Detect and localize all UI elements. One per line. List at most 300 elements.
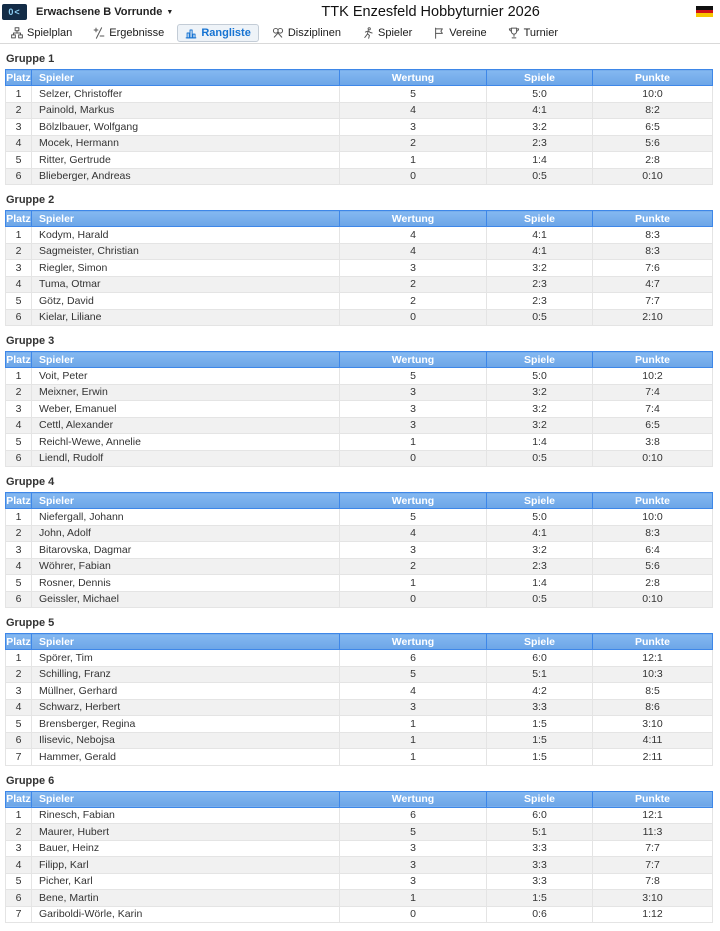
spieler-cell: Bene, Martin — [32, 890, 340, 907]
punkte-cell: 1:12 — [593, 906, 713, 923]
punkte-cell: 2:10 — [593, 309, 713, 326]
spiele-cell: 1:5 — [487, 716, 593, 733]
spiele-cell: 4:2 — [487, 683, 593, 700]
plus-minus-icon — [93, 27, 105, 39]
column-header-platz: Platz — [6, 494, 31, 507]
rackets-icon — [272, 27, 284, 39]
spieler-cell: Kodym, Harald — [32, 227, 340, 244]
column-header-platz: Platz — [6, 353, 31, 366]
spieler-cell: Selzer, Christoffer — [32, 86, 340, 103]
app-logo[interactable] — [2, 4, 27, 20]
platz-cell: 3 — [6, 401, 32, 418]
punkte-cell: 7:4 — [593, 401, 713, 418]
table-row — [6, 666, 713, 683]
punkte-cell: 12:1 — [593, 650, 713, 667]
wertung-cell: 1 — [340, 575, 487, 592]
table-row — [6, 591, 713, 608]
punkte-cell: 7:4 — [593, 384, 713, 401]
column-header-platz: Platz — [6, 635, 31, 648]
platz-cell: 4 — [6, 276, 32, 293]
tab-label: Rangliste — [201, 26, 251, 39]
punkte-cell: 2:8 — [593, 152, 713, 169]
runner-icon — [362, 27, 374, 39]
platz-cell: 5 — [6, 716, 32, 733]
sitemap-icon — [11, 27, 23, 39]
platz-cell: 4 — [6, 699, 32, 716]
flag-icon — [433, 27, 445, 39]
table-row — [6, 276, 713, 293]
group-section-6 — [5, 775, 713, 924]
tab-rangliste[interactable] — [177, 24, 259, 42]
page-title: TTK Enzesfeld Hobbyturnier 2026 — [321, 3, 540, 20]
platz-cell: 3 — [6, 683, 32, 700]
table-row — [6, 716, 713, 733]
punkte-cell: 0:10 — [593, 168, 713, 185]
spiele-cell: 5:0 — [487, 368, 593, 385]
spiele-cell: 1:5 — [487, 749, 593, 766]
spiele-cell: 0:6 — [487, 906, 593, 923]
table-row — [6, 699, 713, 716]
groups — [0, 53, 720, 931]
punkte-cell: 10:0 — [593, 509, 713, 526]
column-header-punkte: Punkte — [593, 211, 713, 227]
wertung-cell: 3 — [340, 260, 487, 277]
spieler-cell: Tuma, Otmar — [32, 276, 340, 293]
language-flag-german[interactable] — [696, 6, 713, 17]
spieler-cell: Götz, David — [32, 293, 340, 310]
spiele-cell: 1:5 — [487, 732, 593, 749]
platz-cell: 3 — [6, 119, 32, 136]
wertung-cell: 3 — [340, 401, 487, 418]
table-row — [6, 152, 713, 169]
spiele-cell: 3:3 — [487, 873, 593, 890]
platz-cell: 7 — [6, 749, 32, 766]
punkte-cell: 4:11 — [593, 732, 713, 749]
wertung-cell: 0 — [340, 591, 487, 608]
spieler-cell: Müllner, Gerhard — [32, 683, 340, 700]
column-header-wertung: Wertung — [340, 211, 487, 227]
table-row — [6, 683, 713, 700]
spieler-cell: Rosner, Dennis — [32, 575, 340, 592]
group-title: Gruppe 1 — [6, 53, 55, 65]
column-header-spieler: Spieler — [32, 70, 340, 86]
top-bar — [0, 0, 720, 22]
punkte-cell: 6:4 — [593, 542, 713, 559]
punkte-cell: 8:3 — [593, 243, 713, 260]
spieler-cell: Spörer, Tim — [32, 650, 340, 667]
spiele-cell: 3:2 — [487, 542, 593, 559]
spieler-cell: Weber, Emanuel — [32, 401, 340, 418]
table-row — [6, 807, 713, 824]
table-row — [6, 260, 713, 277]
wertung-cell: 2 — [340, 135, 487, 152]
platz-cell: 1 — [6, 509, 32, 526]
punkte-cell: 0:10 — [593, 591, 713, 608]
spieler-cell: John, Adolf — [32, 525, 340, 542]
spieler-cell: Ritter, Gertrude — [32, 152, 340, 169]
platz-cell: 2 — [6, 102, 32, 119]
table-row — [6, 450, 713, 467]
platz-cell: 2 — [6, 824, 32, 841]
wertung-cell: 4 — [340, 227, 487, 244]
punkte-cell: 11:3 — [593, 824, 713, 841]
wertung-cell: 1 — [340, 749, 487, 766]
wertung-cell: 3 — [340, 119, 487, 136]
group-title: Gruppe 5 — [6, 617, 55, 629]
punkte-cell: 8:5 — [593, 683, 713, 700]
table-row — [6, 525, 713, 542]
table-row — [6, 873, 713, 890]
platz-cell: 3 — [6, 260, 32, 277]
punkte-cell: 10:0 — [593, 86, 713, 103]
punkte-cell: 6:5 — [593, 417, 713, 434]
wertung-cell: 5 — [340, 509, 487, 526]
ranking-table — [5, 69, 713, 185]
column-header-spieler: Spieler — [32, 211, 340, 227]
wertung-cell: 3 — [340, 857, 487, 874]
tab-disziplinen[interactable] — [264, 24, 349, 42]
spieler-cell: Schilling, Franz — [32, 666, 340, 683]
punkte-cell: 10:2 — [593, 368, 713, 385]
table-row — [6, 749, 713, 766]
ranking-table — [5, 791, 713, 924]
punkte-cell: 7:7 — [593, 293, 713, 310]
punkte-cell: 3:10 — [593, 890, 713, 907]
column-header-spiele: Spiele — [487, 211, 593, 227]
bar-chart-icon — [185, 27, 197, 39]
table-row — [6, 824, 713, 841]
wertung-cell: 4 — [340, 525, 487, 542]
spiele-cell: 2:3 — [487, 558, 593, 575]
wertung-cell: 1 — [340, 434, 487, 451]
group-title: Gruppe 2 — [6, 194, 55, 206]
column-header-punkte: Punkte — [593, 791, 713, 807]
column-header-wertung: Wertung — [340, 493, 487, 509]
group-section-1 — [5, 53, 713, 185]
column-header-wertung: Wertung — [340, 791, 487, 807]
tab-spielplan[interactable] — [3, 24, 80, 42]
table-row — [6, 857, 713, 874]
wertung-cell: 0 — [340, 168, 487, 185]
punkte-cell: 7:7 — [593, 840, 713, 857]
app-logo-text: 0< — [8, 6, 21, 17]
table-row — [6, 86, 713, 103]
platz-cell: 6 — [6, 890, 32, 907]
spiele-cell: 3:2 — [487, 119, 593, 136]
table-row — [6, 650, 713, 667]
spiele-cell: 0:5 — [487, 591, 593, 608]
tab-label: Turnier — [523, 26, 559, 39]
punkte-cell: 4:7 — [593, 276, 713, 293]
table-header-row — [6, 211, 713, 227]
wertung-cell: 6 — [340, 807, 487, 824]
platz-cell: 6 — [6, 168, 32, 185]
platz-cell: 3 — [6, 840, 32, 857]
spiele-cell: 5:1 — [487, 666, 593, 683]
platz-cell: 4 — [6, 857, 32, 874]
group-section-2 — [5, 194, 713, 326]
column-header-punkte: Punkte — [593, 493, 713, 509]
table-row — [6, 102, 713, 119]
punkte-cell: 7:8 — [593, 873, 713, 890]
table-header-row — [6, 634, 713, 650]
wertung-cell: 2 — [340, 276, 487, 293]
wertung-cell: 4 — [340, 102, 487, 119]
spiele-cell: 1:4 — [487, 575, 593, 592]
table-header-row — [6, 70, 713, 86]
column-header-platz: Platz — [6, 71, 31, 84]
table-header-row — [6, 791, 713, 807]
table-row — [6, 309, 713, 326]
spieler-cell: Maurer, Hubert — [32, 824, 340, 841]
spieler-cell: Schwarz, Herbert — [32, 699, 340, 716]
table-row — [6, 135, 713, 152]
ranking-table — [5, 633, 713, 766]
spieler-cell: Wöhrer, Fabian — [32, 558, 340, 575]
punkte-cell: 12:1 — [593, 807, 713, 824]
wertung-cell: 2 — [340, 558, 487, 575]
spiele-cell: 4:1 — [487, 525, 593, 542]
platz-cell: 1 — [6, 650, 32, 667]
spieler-cell: Bauer, Heinz — [32, 840, 340, 857]
platz-cell: 6 — [6, 309, 32, 326]
platz-cell: 4 — [6, 417, 32, 434]
group-title: Gruppe 4 — [6, 476, 55, 488]
column-header-spieler: Spieler — [32, 493, 340, 509]
spiele-cell: 3:3 — [487, 699, 593, 716]
table-row — [6, 732, 713, 749]
table-row — [6, 509, 713, 526]
wertung-cell: 3 — [340, 840, 487, 857]
column-header-platz: Platz — [6, 793, 31, 805]
table-row — [6, 417, 713, 434]
spieler-cell: Kielar, Liliane — [32, 309, 340, 326]
column-header-spiele: Spiele — [487, 634, 593, 650]
column-header-spiele: Spiele — [487, 352, 593, 368]
spieler-cell: Bitarovska, Dagmar — [32, 542, 340, 559]
table-row — [6, 293, 713, 310]
tab-vereine[interactable] — [425, 24, 494, 42]
punkte-cell: 5:6 — [593, 558, 713, 575]
event-selector-label: Erwachsene B Vorrunde — [36, 5, 163, 18]
wertung-cell: 1 — [340, 152, 487, 169]
wertung-cell: 4 — [340, 683, 487, 700]
spiele-cell: 4:1 — [487, 227, 593, 244]
spiele-cell: 1:4 — [487, 152, 593, 169]
platz-cell: 6 — [6, 450, 32, 467]
spiele-cell: 0:5 — [487, 168, 593, 185]
table-row — [6, 384, 713, 401]
spieler-cell: Sagmeister, Christian — [32, 243, 340, 260]
table-row — [6, 840, 713, 857]
table-row — [6, 243, 713, 260]
wertung-cell: 0 — [340, 450, 487, 467]
table-row — [6, 119, 713, 136]
punkte-cell: 0:10 — [593, 450, 713, 467]
wertung-cell: 3 — [340, 417, 487, 434]
tab-spieler[interactable] — [354, 24, 420, 42]
spieler-cell: Reichl-Wewe, Annelie — [32, 434, 340, 451]
wertung-cell: 6 — [340, 650, 487, 667]
chevron-down-icon: ▼ — [166, 9, 174, 16]
punkte-cell: 6:5 — [593, 119, 713, 136]
tab-turnier[interactable] — [500, 24, 566, 42]
group-title: Gruppe 6 — [6, 774, 55, 787]
punkte-cell: 10:3 — [593, 666, 713, 683]
spiele-cell: 3:3 — [487, 840, 593, 857]
table-row — [6, 890, 713, 907]
spieler-cell: Geissler, Michael — [32, 591, 340, 608]
spiele-cell: 3:2 — [487, 401, 593, 418]
punkte-cell: 7:6 — [593, 260, 713, 277]
column-header-punkte: Punkte — [593, 634, 713, 650]
group-title: Gruppe 3 — [6, 335, 55, 347]
spieler-cell: Blieberger, Andreas — [32, 168, 340, 185]
column-header-spiele: Spiele — [487, 493, 593, 509]
wertung-cell: 3 — [340, 873, 487, 890]
wertung-cell: 3 — [340, 384, 487, 401]
column-header-punkte: Punkte — [593, 352, 713, 368]
tab-label: Ergebnisse — [109, 26, 165, 39]
table-row — [6, 227, 713, 244]
table-row — [6, 906, 713, 923]
wertung-cell: 1 — [340, 732, 487, 749]
group-section-3 — [5, 335, 713, 467]
spiele-cell: 3:2 — [487, 417, 593, 434]
wertung-cell: 0 — [340, 309, 487, 326]
tab-label: Disziplinen — [287, 26, 342, 39]
spieler-cell: Brensberger, Regina — [32, 716, 340, 733]
spieler-cell: Mocek, Hermann — [32, 135, 340, 152]
group-section-4 — [5, 476, 713, 608]
ranking-table — [5, 351, 713, 467]
spiele-cell: 4:1 — [487, 243, 593, 260]
wertung-cell: 5 — [340, 824, 487, 841]
group-section-5 — [5, 617, 713, 766]
spiele-cell: 5:0 — [487, 509, 593, 526]
spiele-cell: 2:3 — [487, 135, 593, 152]
punkte-cell: 8:2 — [593, 102, 713, 119]
punkte-cell: 8:3 — [593, 227, 713, 244]
punkte-cell: 2:11 — [593, 749, 713, 766]
spiele-cell: 5:0 — [487, 86, 593, 103]
table-header-row — [6, 352, 713, 368]
spieler-cell: Riegler, Simon — [32, 260, 340, 277]
wertung-cell: 0 — [340, 906, 487, 923]
spiele-cell: 6:0 — [487, 650, 593, 667]
spiele-cell: 2:3 — [487, 276, 593, 293]
table-row — [6, 575, 713, 592]
spiele-cell: 3:3 — [487, 857, 593, 874]
column-header-platz: Platz — [6, 212, 31, 225]
platz-cell: 4 — [6, 135, 32, 152]
platz-cell: 6 — [6, 591, 32, 608]
wertung-cell: 1 — [340, 890, 487, 907]
platz-cell: 6 — [6, 732, 32, 749]
tab-label: Vereine — [449, 26, 487, 39]
spiele-cell: 1:5 — [487, 890, 593, 907]
platz-cell: 1 — [6, 86, 32, 103]
platz-cell: 5 — [6, 293, 32, 310]
spieler-cell: Rinesch, Fabian — [32, 807, 340, 824]
platz-cell: 4 — [6, 558, 32, 575]
column-header-spiele: Spiele — [487, 70, 593, 86]
spieler-cell: Painold, Markus — [32, 102, 340, 119]
platz-cell: 3 — [6, 542, 32, 559]
table-row — [6, 542, 713, 559]
spiele-cell: 6:0 — [487, 807, 593, 824]
column-header-spieler: Spieler — [32, 634, 340, 650]
table-row — [6, 168, 713, 185]
wertung-cell: 5 — [340, 86, 487, 103]
wertung-cell: 5 — [340, 368, 487, 385]
punkte-cell: 3:8 — [593, 434, 713, 451]
ranking-table — [5, 210, 713, 326]
punkte-cell: 8:3 — [593, 525, 713, 542]
wertung-cell: 3 — [340, 699, 487, 716]
platz-cell: 2 — [6, 384, 32, 401]
wertung-cell: 4 — [340, 243, 487, 260]
trophy-icon — [508, 27, 520, 39]
wertung-cell: 1 — [340, 716, 487, 733]
platz-cell: 1 — [6, 807, 32, 824]
platz-cell: 5 — [6, 575, 32, 592]
spiele-cell: 5:1 — [487, 824, 593, 841]
platz-cell: 1 — [6, 368, 32, 385]
platz-cell: 5 — [6, 873, 32, 890]
spiele-cell: 2:3 — [487, 293, 593, 310]
ranking-table — [5, 492, 713, 608]
table-row — [6, 558, 713, 575]
tab-bar — [0, 22, 720, 44]
table-header-row — [6, 493, 713, 509]
column-header-wertung: Wertung — [340, 352, 487, 368]
spieler-cell: Picher, Karl — [32, 873, 340, 890]
wertung-cell: 3 — [340, 542, 487, 559]
platz-cell: 7 — [6, 906, 32, 923]
spiele-cell: 3:2 — [487, 260, 593, 277]
spiele-cell: 0:5 — [487, 450, 593, 467]
column-header-wertung: Wertung — [340, 70, 487, 86]
column-header-spieler: Spieler — [32, 352, 340, 368]
flag-stripe-gold — [696, 13, 713, 17]
spiele-cell: 3:2 — [487, 384, 593, 401]
tab-label: Spielplan — [27, 26, 73, 39]
platz-cell: 5 — [6, 152, 32, 169]
wertung-cell: 2 — [340, 293, 487, 310]
punkte-cell: 5:6 — [593, 135, 713, 152]
spieler-cell: Ilisevic, Nebojsa — [32, 732, 340, 749]
spieler-cell: Gariboldi-Wörle, Karin — [32, 906, 340, 923]
platz-cell: 5 — [6, 434, 32, 451]
punkte-cell: 2:8 — [593, 575, 713, 592]
tab-ergebnisse[interactable] — [85, 24, 172, 42]
tab-label: Spieler — [378, 26, 413, 39]
spieler-cell: Cettl, Alexander — [32, 417, 340, 434]
column-header-spiele: Spiele — [487, 791, 593, 807]
event-selector-dropdown[interactable] — [36, 6, 173, 18]
punkte-cell: 3:10 — [593, 716, 713, 733]
platz-cell: 2 — [6, 243, 32, 260]
spieler-cell: Liendl, Rudolf — [32, 450, 340, 467]
platz-cell: 1 — [6, 227, 32, 244]
column-header-wertung: Wertung — [340, 634, 487, 650]
table-row — [6, 434, 713, 451]
column-header-punkte: Punkte — [593, 70, 713, 86]
spieler-cell: Bölzlbauer, Wolfgang — [32, 119, 340, 136]
wertung-cell: 5 — [340, 666, 487, 683]
spiele-cell: 0:5 — [487, 309, 593, 326]
